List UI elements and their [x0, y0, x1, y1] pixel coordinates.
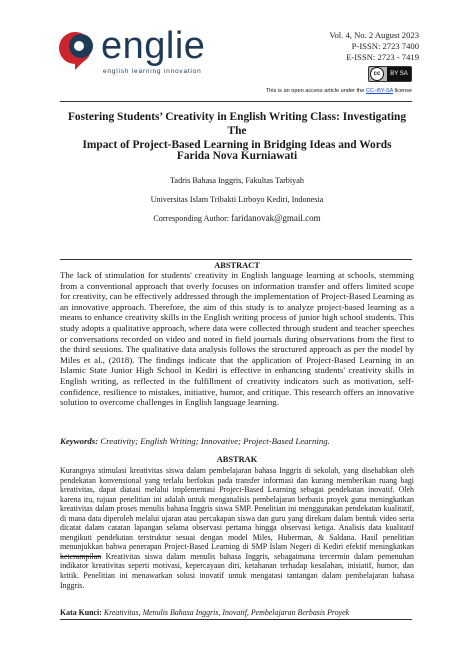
- keywords-label: Keywords:: [60, 436, 99, 446]
- title-line-1: Fostering Students’ Creativity in English Writing Class: Investigating The: [67, 111, 407, 137]
- abstract-text: The lack of stimulation for students' creativity in English language learning at schools, stemming from a conventional approach that overly focuses on information transfer and offers limited scope for creativity, can be effectively addressed through the implementation of Project-Based Learning as an innovative approach. Therefore, the aim of this study is to analyze project-based learning as a means to enhance creativity skills in the English writing process of junior high school students. This study adopts a qualitative approach, where data were collected through student and teacher speeches or conversations recorded on video and noted in field journals during observations from the first to the third sessions. The qualitative data analysis follows the structured approach as per the model by Miles et al., (2018). The findings indicate that the application of Project-Based Learning in an Islamic State Junior High School in Kediri is effective in enhancing students' creativity skills in English writing, as reflected in the fulfillment of creativity indicators such as motivation, self-confidence, resilience to mistakes, initiative, humor, and critique. This research offers an innovative solution to overcome challenges in English language learning.: [60, 270, 414, 408]
- corresponding-author: [60, 213, 414, 223]
- logo-tagline: english learning innovation: [103, 68, 202, 75]
- speech-bubble-logo-icon: [55, 28, 99, 72]
- journal-meta: [329, 30, 419, 63]
- abstract-keywords: [60, 436, 414, 446]
- abstrak-keywords: [60, 608, 414, 617]
- abstract-heading: ABSTRACT: [214, 261, 260, 270]
- header-divider: [60, 101, 412, 102]
- journal-logo: [55, 22, 215, 82]
- cc-license-badge[interactable]: [368, 66, 412, 82]
- journal-header: [0, 0, 474, 108]
- title-line-2: Impact of Project-Based Learning in Bridging Ideas and Words: [82, 139, 392, 151]
- logo-wordmark: englie: [101, 25, 206, 67]
- abstract-divider: [60, 259, 412, 260]
- license-link[interactable]: CC–BY-SA: [365, 88, 394, 94]
- license-line: [266, 88, 412, 94]
- affiliation-faculty: Tadris Bahasa Inggris, Fakultas Tarbiyah: [170, 176, 304, 185]
- author-name: Farida Nova Kurniawati: [176, 150, 298, 162]
- abstrak-heading: ABSTRAK: [216, 455, 258, 464]
- eissn: E-ISSN: 2723 - 7419: [346, 52, 419, 62]
- by-sa-icon: BY SA: [387, 67, 411, 81]
- license-suffix: license: [393, 88, 412, 94]
- abstrak-text: [60, 466, 414, 590]
- affiliation-university: Universitas Islam Tribakti Lirboyo Kediri, Indonesia: [150, 195, 324, 204]
- pissn: P-ISSN: 2723 7400: [351, 41, 419, 51]
- footer-divider: [60, 619, 412, 620]
- paper-title: [60, 110, 414, 152]
- abstrak-text-part-2: Kreativitas siswa dalam menulis bahasa Inggris, sebagaimana tercermin dalam pemenuhan indikator kreativitas seperti motivasi, kepercayaan diri, ketahanan terhadap kesalahan, inisiatif, humor, dan kritik. Penelitian ini menawarkan solusi inovatif untuk mengatasi tantangan dalam pembelajaran bahasa Inggris.: [60, 551, 414, 590]
- kata-kunci-list: Kreativitas, Menulis Bahasa Inggris, Inovatif, Pembelajaran Berbasis Proyek: [101, 608, 350, 617]
- license-prefix: This is an open access article under the: [265, 88, 366, 94]
- corresponding-email[interactable]: faridanovak@gmail.com: [231, 213, 321, 223]
- keywords-list: Creativity; English Writing; Innovative; Project-Based Learning.: [98, 436, 330, 446]
- abstrak-text-part-1: Kurangnya stimulasi kreativitas siswa dalam pembelajaran bahasa Inggris di sekolah, yang disebabkan oleh pendekatan konvensional yang terlalu berfokus pada transfer informasi dan kurang memberikan ruang bagi kreativitas, dapat diatasi melalui implementasi Project-Based Learning sebagai pendekatan inovatif. Oleh karena itu, tujuan penelitian ini adalah untuk menganalisis pembelajaran berbasis proyek guna meningkatkan kreativitas dalam proses menulis bahasa Inggris siswa SMP. Penelitian ini menggunakan pendekatan kualitatif, di mana data diperoleh melalui ujaran atau percakapan siswa dan guru yang direkam dalam bentuk video serta dicatat dalam catatan lapangan selama observasi pertama hingga observasi ketiga. Analisis data kualitatif mengikuti pendekatan terstruktur sesuai dengan model Miles, Huberman, & Saldana. Hasil penelitian menunjukkan bahwa penerapan Project-Based Learning di SMP Islam Negeri di Kediri efektif meningkatkan: [60, 466, 414, 552]
- volume-info: Vol. 4, No. 2 August 2023: [329, 30, 419, 40]
- cc-icon: cc: [370, 67, 384, 81]
- corresponding-label: Corresponding Author:: [153, 214, 232, 223]
- kata-kunci-label: Kata Kunci:: [60, 608, 102, 617]
- abstrak-struck-word: keterampilan: [60, 551, 102, 561]
